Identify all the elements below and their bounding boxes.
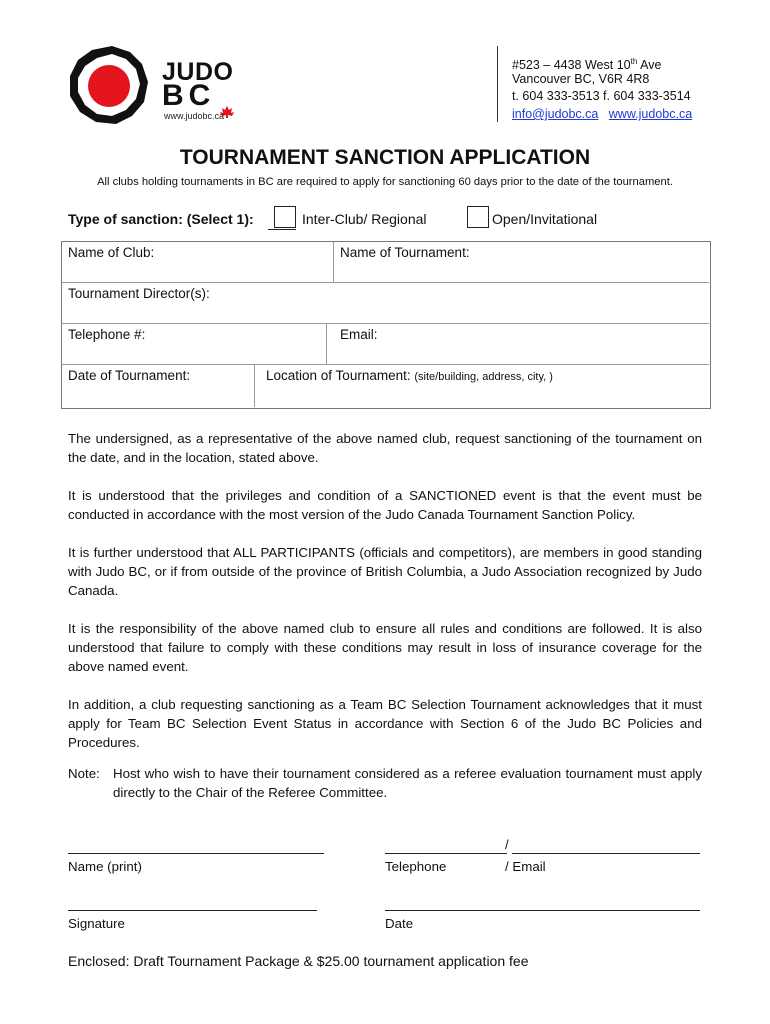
form-row-divider	[62, 282, 709, 283]
paragraph-request: The undersigned, as a representative of the above named club, request sanctioning of the tournament on the date, and in the location, stated above.	[68, 431, 702, 465]
enclosed-note: Enclosed: Draft Tournament Package & $25.00 tournament application fee	[68, 953, 529, 969]
form-col-divider	[326, 324, 327, 364]
address-links	[512, 106, 692, 123]
form-row-divider	[62, 364, 709, 365]
interclub-option-label: Inter-Club/ Regional	[302, 211, 427, 227]
address-phones: t. 604 333-3513 f. 604 333-3514	[512, 89, 691, 103]
logo-url: www.judobc.ca	[164, 111, 225, 121]
logo-brand-line1: JUDO	[162, 58, 234, 86]
location-hint: (site/building, address, city, )	[414, 371, 553, 383]
sanction-underline	[268, 229, 296, 230]
email-link[interactable]: info@judobc.ca	[512, 107, 599, 121]
page-subtitle: All clubs holding tournaments in BC are required to apply for sanctioning 60 days prior to the date of the tournament.	[97, 176, 673, 188]
form-col-divider	[254, 365, 255, 407]
paragraph-team-bc: In addition, a club requesting sanctioning as a Team BC Selection Tournament acknowledges that it must apply for Team BC Selection Event Status in accordance with Section 6 of the Judo BC Policies and Procedures.	[68, 697, 702, 750]
location-label: Location of Tournament:	[266, 368, 411, 383]
form-col-divider	[333, 242, 334, 282]
telephone-field[interactable]: Telephone #:	[68, 327, 146, 342]
date-line[interactable]	[385, 910, 700, 911]
address-city: Vancouver BC, V6R 4R8	[512, 72, 650, 86]
email-label: / Email	[505, 859, 546, 874]
name-of-tournament-field[interactable]: Name of Tournament:	[340, 245, 470, 260]
paragraph-privileges: It is understood that the privileges and condition of a SANCTIONED event is that the event must be conducted in accordance with the most version of the Judo Canada Tournament Sanction Policy.	[68, 488, 702, 522]
telephone-label: Telephone	[385, 859, 447, 874]
date-label: Date	[385, 916, 414, 931]
page-title: TOURNAMENT SANCTION APPLICATION	[179, 146, 591, 169]
name-of-club-field[interactable]: Name of Club:	[68, 245, 155, 260]
logo-brand-line2: BC	[162, 79, 216, 112]
form-row-divider	[62, 323, 709, 324]
telephone-sign-line[interactable]	[385, 853, 507, 854]
logo-red-circle	[88, 65, 130, 107]
date-of-tournament-field[interactable]: Date of Tournament:	[68, 368, 191, 383]
name-print-label: Name (print)	[68, 859, 142, 874]
telephone-email-separator: /	[505, 837, 509, 852]
address-street: #523 – 4438 West 10th Ave	[512, 57, 662, 73]
name-print-line[interactable]	[68, 853, 324, 854]
interclub-checkbox[interactable]	[274, 206, 296, 228]
note-text: Host who wish to have their tournament considered as a referee evaluation tournament must apply directly to the Chair of the Referee Committee.	[113, 766, 702, 800]
location-of-tournament-field[interactable]	[266, 368, 553, 383]
tournament-directors-field[interactable]: Tournament Director(s):	[68, 286, 210, 301]
paragraph-responsibility: It is the responsibility of the above named club to ensure all rules and conditions are followed. It is also understood that failure to comply with these conditions may result in loss of insurance coverage for the above named event.	[68, 621, 702, 674]
email-sign-line[interactable]	[512, 853, 700, 854]
logo-emblem	[70, 46, 148, 124]
open-invitational-checkbox[interactable]	[467, 206, 489, 228]
sanction-type-label: Type of sanction: (Select 1):	[68, 211, 254, 227]
application-form-table	[61, 241, 711, 409]
signature-label: Signature	[68, 916, 125, 931]
open-invitational-option-label: Open/Invitational	[492, 211, 598, 227]
paragraph-participants: It is further understood that ALL PARTICIPANTS (officials and competitors), are members in good standing with Judo BC, or if from outside of the province of British Columbia, a Judo Association recognized by Judo Canada.	[68, 545, 702, 598]
address-divider	[497, 46, 498, 122]
website-link[interactable]: www.judobc.ca	[608, 107, 693, 121]
signature-line[interactable]	[68, 910, 317, 911]
note-label: Note:	[68, 766, 100, 781]
email-field[interactable]: Email:	[340, 327, 378, 342]
